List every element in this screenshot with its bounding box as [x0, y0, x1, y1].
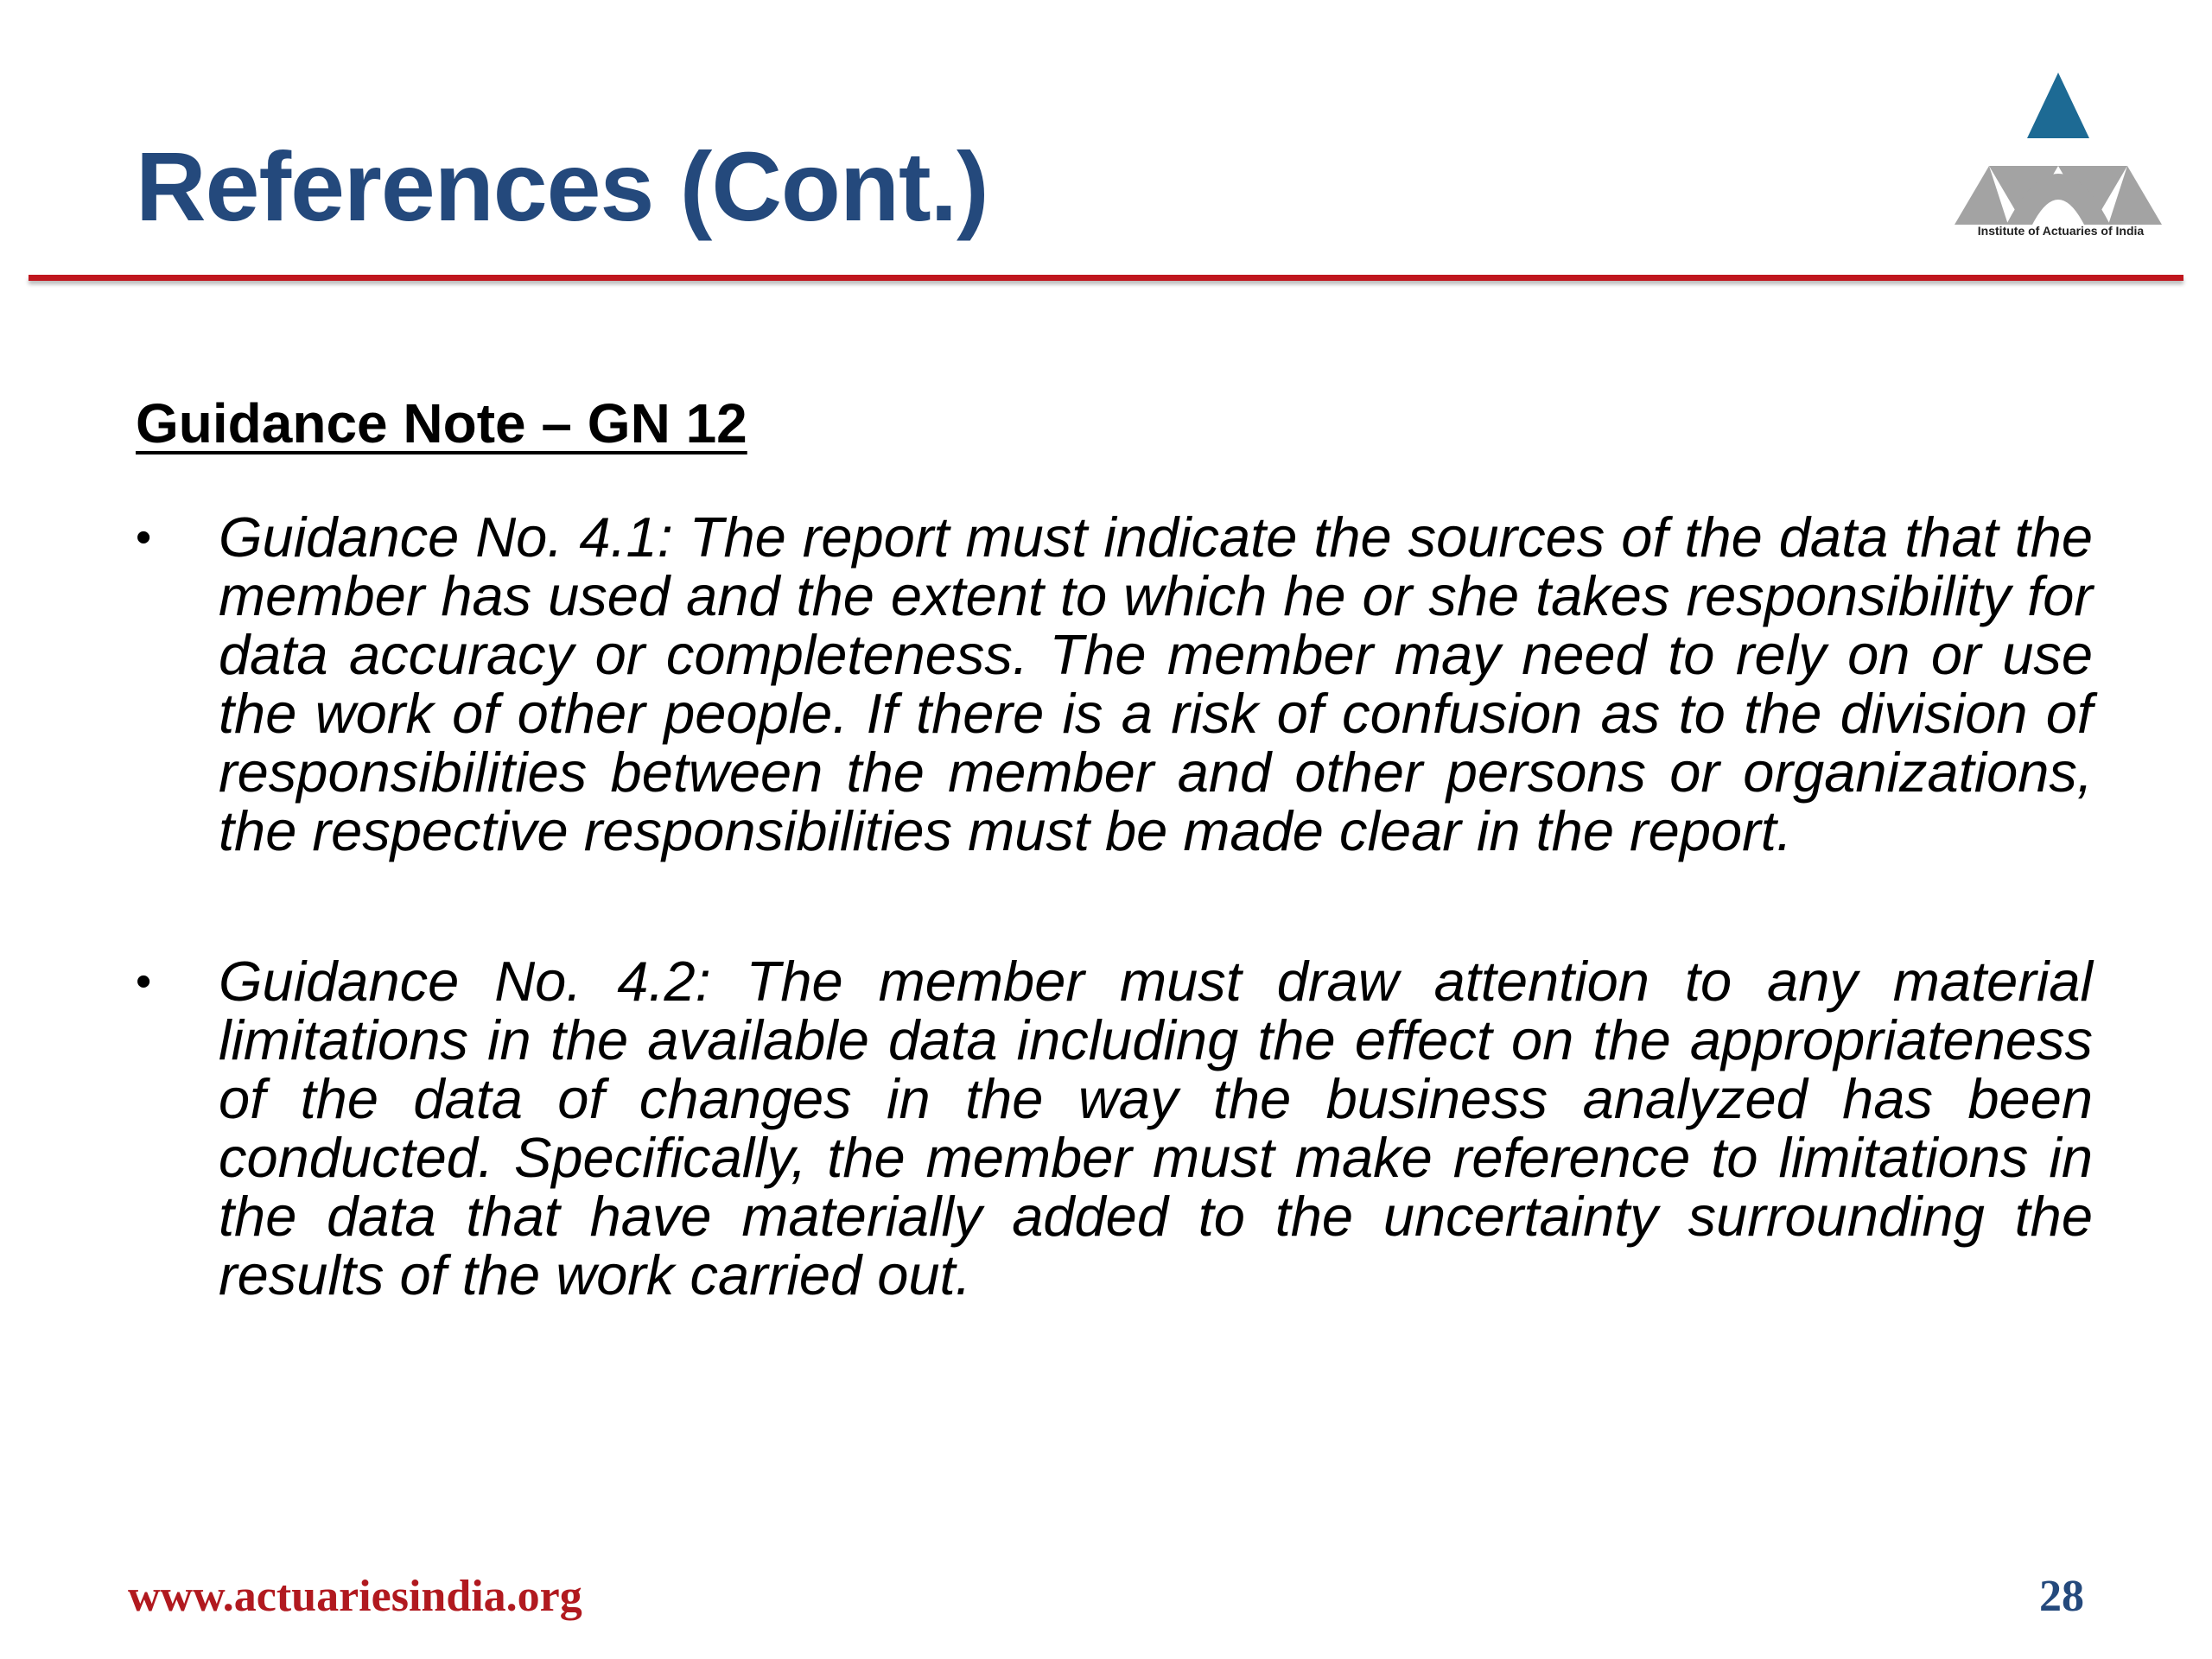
guidance-text: Guidance No. 4.2: The member must draw attention to any material limitations in the available data including the effect on the appropriateness of the data of changes in the way the business analyzed has been conducted. Specifically, the member must make reference to limitations in the data that have materially added to the uncertainty surrounding the results of the work carried out. [219, 950, 2093, 1306]
page-number: 28 [2039, 1572, 2084, 1621]
institute-of-actuaries-logo-icon [1955, 71, 2162, 244]
guidance-text: Guidance No. 4.1: The report must indicate the sources of the data that the member has used and the extent to which he or she takes responsibility for data accuracy or completeness. The member may need to rely on or use the work of other people. If there is a risk of confusion as to the division of responsibilities between the member and other persons or organizations, the respective responsibilities must be made clear in the report. [219, 505, 2093, 862]
section-heading: Guidance Note – GN 12 [136, 392, 747, 454]
footer-website-link[interactable]: www.actuariesindia.org [128, 1572, 582, 1621]
logo-caption: Institute of Actuaries of India [1977, 224, 2145, 238]
title-divider [29, 275, 2183, 281]
guidance-list [136, 505, 2093, 1306]
bullet-marker: • [136, 957, 152, 1007]
slide-title: References (Cont.) [136, 132, 988, 241]
guidance-item-4-2 [136, 952, 2093, 1305]
guidance-item-4-1 [136, 505, 2093, 862]
bullet-marker: • [136, 512, 152, 563]
